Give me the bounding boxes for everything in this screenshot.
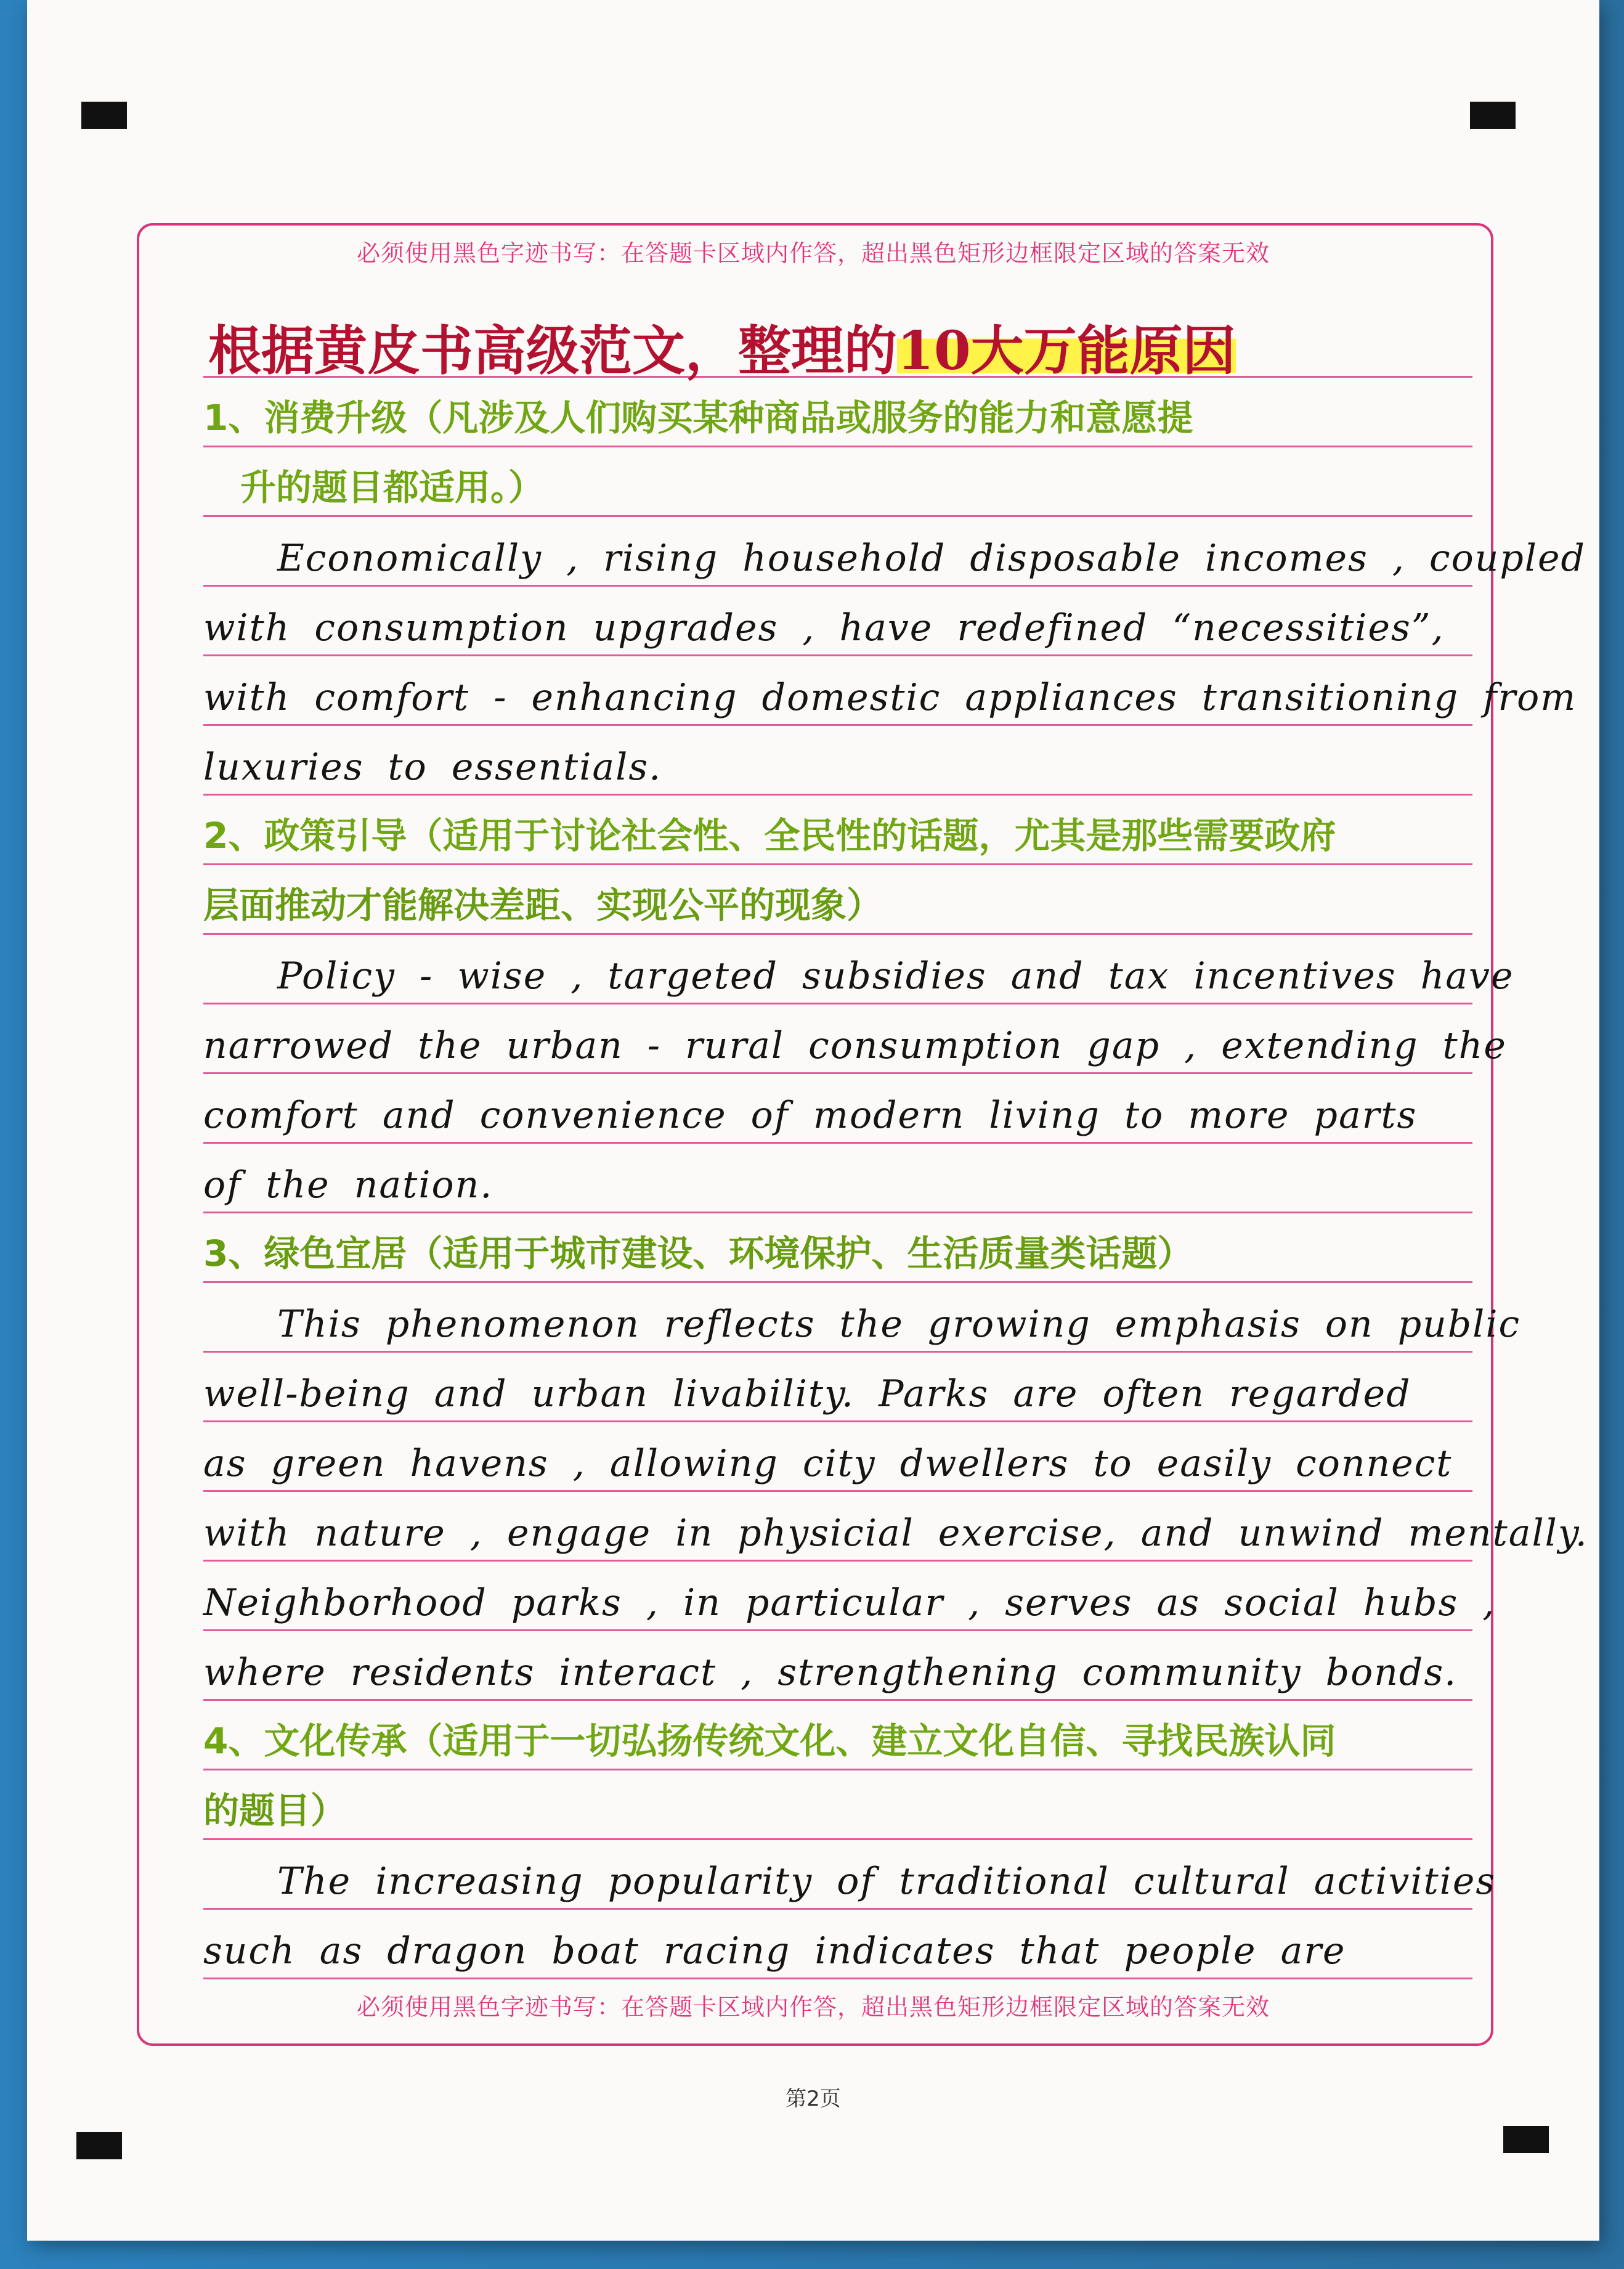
section-2-body-line: narrowed the urban - rural consumption gap , extending the [203, 1024, 1507, 1067]
section-1-heading: 1、消费升级（凡涉及人们购买某种商品或服务的能力和意愿提 [203, 397, 1193, 439]
section-heading-line [203, 1701, 1472, 1770]
body-line [203, 726, 1472, 796]
body-line [203, 1910, 1472, 1979]
page-title [208, 308, 1236, 385]
body-line [203, 1492, 1588, 1562]
section-heading-line [203, 1770, 1472, 1840]
body-line [203, 1144, 1472, 1213]
section-1-body-line: with consumption upgrades , have redefined “necessities”, [203, 606, 1445, 650]
section-2-body-line: comfort and convenience of modern living to more parts [203, 1094, 1418, 1137]
section-2-heading: 2、政策引导（适用于讨论社会性、全民性的话题，尤其是那些需要政府 [203, 815, 1336, 857]
section-1-body-line: with comfort - enhancing domestic appliances transitioning from [203, 676, 1577, 719]
section-3-body-line: This phenomenon reflects the growing emphasis on public [277, 1303, 1521, 1346]
section-1-heading-cont: 升的题目都适用。） [240, 466, 545, 508]
section-heading-line [203, 447, 1472, 517]
body-line [203, 1562, 1496, 1631]
section-4-heading: 4、文化传承（适用于一切弘扬传统文化、建立文化自信、寻找民族认同 [203, 1720, 1336, 1762]
title-main: 根据黄皮书高级范文，整理的 [208, 320, 897, 382]
handwritten-content [203, 296, 1588, 1979]
body-line [203, 1074, 1472, 1144]
section-3-body-line: where residents interact , strengthening community bonds. [203, 1651, 1458, 1694]
section-2-heading-cont: 层面推动才能解决差距、实现公平的现象） [203, 884, 883, 926]
body-line [203, 1283, 1521, 1353]
section-heading-line [203, 1213, 1472, 1283]
title-highlight: 10大万能原因 [897, 320, 1236, 382]
section-4-body-line: The increasing popularity of traditional cultural activities [277, 1860, 1496, 1903]
title-line [203, 296, 1472, 382]
page-number: 第2页 [786, 2087, 841, 2111]
corner-marker-bottom-right [1503, 2126, 1549, 2153]
body-line [203, 1353, 1472, 1422]
section-3-heading: 3、绿色宜居（适用于城市建设、环境保护、生活质量类话题） [203, 1232, 1193, 1274]
body-line [203, 1422, 1472, 1492]
body-line [203, 1840, 1496, 1910]
section-3-body-line: as green havens , allowing city dwellers to easily connect [203, 1442, 1453, 1485]
section-1-body-line: Economically , rising household disposable incomes , coupled [277, 537, 1586, 580]
body-line [203, 517, 1586, 587]
corner-marker-top-left [81, 102, 127, 129]
notice-bottom: 必须使用黑色字迹书写：在答题卡区域内作答，超出黑色矩形边框限定区域的答案无效 [356, 1994, 1270, 2021]
notice-top: 必须使用黑色字迹书写：在答题卡区域内作答，超出黑色矩形边框限定区域的答案无效 [356, 240, 1270, 267]
section-1-body-line: luxuries to essentials. [203, 746, 662, 789]
section-2-body-line: Policy - wise , targeted subsidies and tax incentives have [277, 955, 1514, 998]
section-heading-line [203, 865, 1472, 935]
body-line [203, 656, 1577, 726]
corner-marker-top-right [1470, 102, 1516, 129]
section-3-body-line: well-being and urban livability. Parks are often regarded [203, 1372, 1411, 1416]
section-3-body-line: with nature , engage in physicial exercise, and unwind mentally. [203, 1512, 1588, 1555]
body-line [203, 587, 1472, 656]
section-4-body-line: such as dragon boat racing indicates that people are [203, 1929, 1346, 1973]
body-line [203, 1631, 1472, 1701]
body-line [203, 935, 1514, 1004]
section-heading-line [203, 378, 1472, 447]
section-4-heading-cont: 的题目） [203, 1790, 347, 1831]
section-heading-line [203, 796, 1472, 865]
body-line [203, 1004, 1507, 1074]
section-2-body-line: of the nation. [203, 1163, 493, 1207]
section-3-body-line: Neighborhood parks , in particular , serves as social hubs , [203, 1581, 1496, 1624]
corner-marker-bottom-left [76, 2132, 122, 2159]
